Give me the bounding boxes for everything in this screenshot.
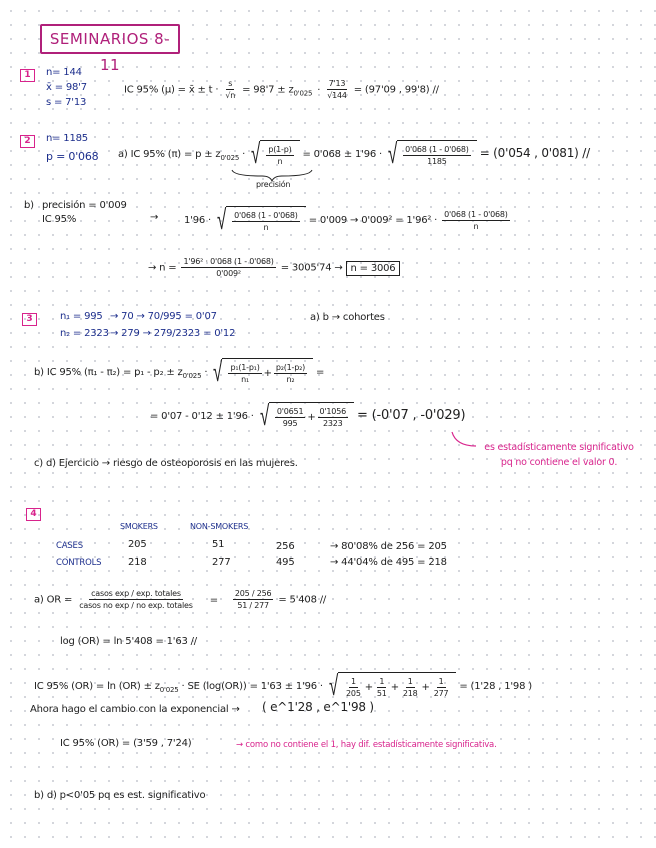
p1-xbar: x̄ = 98'7 [46,82,87,93]
p4-or-result: = 5'408 // [278,594,327,606]
p3-b-equation: b) IC 95% $(\pi_1 - \pi_2) = p_1 - p_2 \pm z_{0'025}$ · √ $\frac{\text{p₁(1-p₁)}}{\text{n₁}}$ + $\frac{\text{p₂(1-p₂)}}{\text{n₂}}$ = [34,355,325,388]
p1-frac2-num: 7'13 [328,79,346,88]
p4-row-controls: CONTROLS [56,558,102,568]
p3-b-sub: 0'025 [182,372,202,380]
p2-b-eq2-num: 1'96² · 0'068 (1 - 0'068) [183,257,274,266]
p3-b-sqrt-plus: + [263,368,272,379]
p4-or-lhs: OR = [46,594,73,606]
p4-ahora: Ahora hago el cambio con la exponencial → [30,704,240,715]
p3-line2-d2: 2323 [322,419,343,428]
p3-b-sqrt: √ $\frac{\text{p₁(1-p₁)}}{\text{n₁}}$ + $\frac{\text{p₂(1-p₂)}}{\text{n₂}}$ [210,358,313,386]
p4-final-ci: IC 95% (OR) = (3'59 , 7'24) [60,738,192,749]
p4-or-eq: = [209,594,218,606]
p2-a-lhs: IC 95% (π) = p ± z [130,149,221,160]
p3-n1: n₁ = 995 [60,311,103,322]
p3-n2: n₂ = 2323 [60,328,109,339]
p4-row-cases: CASES [56,541,83,551]
p4-cases-nonsmokers: 51 [212,539,225,550]
p1-ci-lhs: IC 95% (μ) = x̄ ± t · [124,84,219,96]
problem-3-number: 3 [22,313,37,326]
p3-pink-arrow [452,432,476,446]
p2-precision-label: precisión [256,180,291,189]
p4-or-num: casos exp / exp. totales [91,589,181,598]
p4-ci-t4-n: 1 [438,677,444,686]
p3-b-sqrt-n1: p₁(1-p₁) [230,363,260,372]
p2-a-sqrt-num: p(1-p) [268,145,292,154]
p4-ci-t1-d: 205 [346,689,361,698]
p2-a-sqrt2-num: 0'068 (1 - 0'068) [405,145,469,154]
p2-b-eq1-den: n [263,223,269,232]
p2-a-equation: a) IC 95% $(\pi) = p \pm z_{0'025}$ · √ $\frac{p(1-p)}{n}$ = 0'068 ± 1'96 · √ $\frac{0'068 (1 - 0'068)}{1185}$ = (0'054 , 0'081) // [118,137,590,170]
p4-controls-smokers: 218 [128,557,147,568]
p4-ci-plus-1: + [364,682,373,693]
p4-ci-mid: · SE (log(OR)) = 1'63 ± 1'96 · [181,681,323,692]
p3-line2-result: = (-0'07 , -0'029) [356,408,466,423]
p2-b-eq1-num: 0'068 (1 - 0'068) [234,211,298,220]
p2-b-eq2-mid: = 3005'74 → [280,262,343,274]
p4-ci-sub: 0'025 [159,686,179,694]
p4-col-smokers: SMOKERS [120,522,158,531]
p2-b-eq1-sqrt: √ $\frac{0'068 (1 - 0'068)}{n}$ [214,206,306,234]
p1-ci-sub: 0'025 [293,89,313,98]
p2-a-result: = (0'054 , 0'081) // [479,146,590,160]
p4-ci-sqrt: √ $\frac{1}{205}$ + $\frac{1}{51}$ + $\frac{1}{218}$ + $\frac{1}{277}$ [326,672,457,700]
p1-ci-equation: IC 95% (μ) = x̄ ± t · $\frac{s}{√n}$ = $98'7 \pm z_{0'025}$ · $\frac{7'13}{√144}$ = (97'09 , 99'8) // [124,79,439,100]
p4-ci-lhs: IC 95% (OR) = ln (OR) ± z [34,681,160,692]
p3-n2-arrow: → 279 → 279/2323 = 0'12 [110,328,236,339]
page-title: SEMINARIOS 8-11 [40,24,180,54]
p2-b-ic: IC 95% [42,214,77,225]
p3-line2-n2: 0'1056 [319,407,346,416]
p4-ci-result: = (1'28 , 1'98 ) [459,681,532,692]
p2-a-sqrt2: √ $\frac{0'068 (1 - 0'068)}{1185}$ [385,140,477,168]
problem-1-number: 1 [20,69,35,82]
p2-b-arrow: → [150,212,159,223]
p3-a-text: a) b → cohortes [310,312,385,323]
p2-b-eq1-mid: = 0'009 → 0'009² = 1'96² · [308,215,438,226]
p4-cases-total: 256 [276,541,295,552]
p4-controls-nonsmokers: 277 [212,557,231,568]
problem-2-number: 2 [20,135,35,148]
p2-b-precision: precisión = 0'009 [42,200,127,211]
p3-line2-lhs: = 0'07 - 0'12 ± 1'96 · [150,411,254,422]
p3-pink-note: es estadísticamente significativo pq no contiene el valor 0. [484,442,634,468]
p3-b-sqrt-d1: n₁ [241,375,249,384]
p3-b-eq: = [316,367,325,378]
precision-underbrace [232,170,312,181]
p4-log-line: log (OR) = ln 5'408 = 1'63 // [60,636,197,647]
p3-b-sqrt-n2: p₂(1-p₂) [275,363,306,372]
p2-a-mid: = 0'068 ± 1'96 · [302,149,382,160]
p4-ci-t2-n: 1 [379,677,385,686]
p4-final-note: → como no contiene el 1, hay dif. estadísticamente significativa. [236,740,497,750]
p4-ci-t3-d: 218 [402,689,418,698]
p3-line2-plus: + [307,412,316,423]
p1-s: s = 7'13 [46,97,87,108]
p4-ci-t4-d: 277 [433,689,449,698]
p4-ci-t3-n: 1 [407,677,413,686]
p2-b-eq1-frac-num: 0'068 (1 - 0'068) [444,209,508,219]
p4-exp-result: ( e^1'28 , e^1'98 ) [262,700,374,714]
p4-ci-plus-2: + [390,682,399,693]
p4-ci-t1-n: 1 [350,677,356,686]
p4-cases-smokers: 205 [128,539,147,550]
p4-or-den2: 51 / 277 [237,601,269,610]
p3-b-lhs: b) IC 95% (π₁ - π₂) = p₁ - p₂ ± z [34,367,183,378]
p4-or-den: casos no exp / no exp. totales [79,601,193,610]
p2-a-sqrt2-den: 1185 [427,157,447,166]
p4-a-label: a) [34,594,44,606]
p1-frac-num: s [228,79,233,88]
p2-n: n= 1185 [46,133,88,144]
p3-c-text: c) d) Ejercicio → riesgo de osteoporosis en las mujeres. [34,458,298,469]
p3-line2-sqrt: √ $\frac{0'0651}{995}$ + $\frac{0'1056}{2323}$ [257,402,354,430]
p2-b-eq1-lhs: 1'96 · [184,215,211,226]
p1-frac2-den: √144 [327,91,347,100]
p4-b-text: b) d) p<0'05 pq es est. significativo [34,790,206,801]
p3-line2-d1: 995 [282,419,298,428]
p1-ci-mid: = 98'7 ± z [242,84,294,96]
p2-b-eq2-result: n = 3006 [346,261,401,276]
p4-controls-total: 495 [276,557,295,568]
p2-b-eq1-frac-den: n [473,221,479,231]
p2-p: p = 0'068 [46,150,99,163]
p3-line2-n1: 0'0651 [276,407,304,416]
p3-b-sqrt-d2: n₂ [286,375,295,384]
p2-b-label: b) [24,200,34,211]
p2-a-label: a) [118,149,128,160]
p4-or-num2: 205 / 256 [234,589,272,598]
p4-controls-note: → 44'04% de 495 = 218 [330,557,447,568]
p4-ci-t2-d: 51 [376,689,387,698]
p2-b-eq2-lhs: → n = [148,262,177,274]
p1-frac-den: √n [225,91,236,100]
p4-col-nonsmokers: NON-SMOKERS [190,522,249,531]
p1-ci-result: = (97'09 , 99'8) // [353,84,439,96]
p1-n: n= 144 [46,67,82,78]
p2-a-sub: 0'025 [220,154,240,162]
p4-cases-note: → 80'08% de 256 = 205 [330,541,447,552]
p2-a-sqrt: √ $\frac{p(1-p)}{n}$ [248,140,299,168]
problem-4-number: 4 [26,508,41,521]
p3-n1-arrow: → 70 → 70/995 = 0'07 [110,311,217,322]
p4-ci-plus-3: + [421,682,430,693]
p2-a-sqrt-den: n [277,157,283,166]
p2-b-eq2-den: 0'009² [216,269,241,278]
